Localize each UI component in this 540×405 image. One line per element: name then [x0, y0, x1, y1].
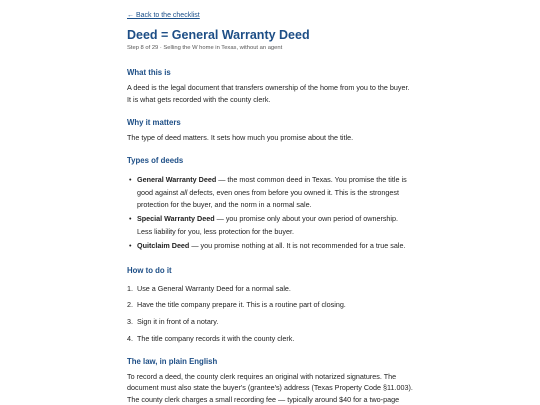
- deed-desc: — the most common deed in Texas. You promise the title is: [216, 175, 407, 184]
- deed-name: Special Warranty Deed: [137, 214, 215, 223]
- law-line-2: document must also state the buyer's (grantee's) address (Texas Property Code §11.003).: [127, 383, 413, 392]
- step-text: Have the title company prepare it. This is a routine part of closing.: [137, 300, 346, 309]
- step-item-1: 1. Use a General Warranty Deed for a normal sale.: [127, 284, 291, 293]
- why-body: The type of deed matters. It sets how much you promise about the title.: [127, 133, 354, 142]
- step-text: Use a General Warranty Deed for a normal sale.: [137, 284, 291, 293]
- bullet-icon: •: [129, 241, 132, 250]
- deed-desc: good against all defects, even ones from before you owned it. This is the strongest: [137, 187, 399, 197]
- deed-desc: — you promise nothing at all. It is not recommended for a true sale.: [189, 241, 406, 250]
- deed-desc: — you promise only about your own period of ownership.: [214, 214, 399, 223]
- deed-desc: protection for the buyer, and the norm in a normal sale.: [137, 200, 312, 209]
- section-heading-what: What this is: [127, 68, 171, 77]
- step-item-3: 3. Sign it in front of a notary.: [127, 317, 219, 326]
- what-line-2: It is what gets recorded with the county clerk.: [127, 95, 271, 104]
- section-heading-types: Types of deeds: [127, 156, 184, 165]
- deed-name: Quitclaim Deed: [137, 241, 190, 250]
- page-title: Deed = General Warranty Deed: [127, 28, 310, 42]
- bullet-icon: •: [129, 214, 132, 223]
- section-heading-why: Why it matters: [127, 118, 181, 127]
- step-text: Sign it in front of a notary.: [137, 317, 219, 326]
- step-meta: Step 8 of 29 · Selling the W home in Texas, without an agent: [127, 45, 283, 51]
- deed-name: General Warranty Deed: [137, 175, 217, 184]
- list-item-special-warranty: [127, 213, 419, 238]
- list-item-quitclaim: [127, 240, 419, 253]
- law-line-3: The county clerk charges a small recording fee — typically around $40 for a two-page: [127, 395, 400, 404]
- what-line-1: A deed is the legal document that transfers ownership of the home from you to the buyer.: [127, 83, 410, 92]
- deed-desc: Less liability for you, less protection for the buyer.: [137, 226, 295, 236]
- step-item-4: 4. The title company records it with the county clerk.: [127, 334, 295, 343]
- back-to-checklist-link[interactable]: ← Back to the checklist: [127, 12, 200, 19]
- bullet-icon: •: [129, 175, 132, 184]
- step-text: The title company records it with the county clerk.: [137, 334, 295, 343]
- step-item-2: 2. Have the title company prepare it. This is a routine part of closing.: [127, 300, 346, 309]
- law-line-1: To record a deed, the county clerk requires an original with notarized signatures. The: [127, 372, 397, 381]
- section-heading-law: The law, in plain English: [127, 357, 218, 366]
- list-item-general-warranty: [127, 174, 419, 212]
- section-heading-how: How to do it: [127, 266, 172, 275]
